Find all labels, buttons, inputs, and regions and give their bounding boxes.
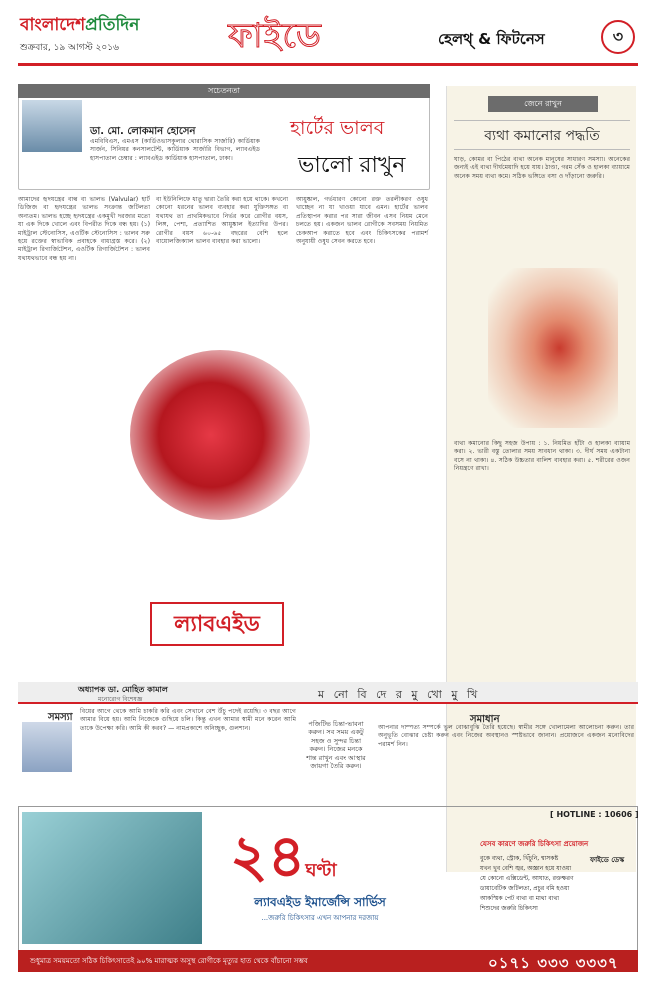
psychiatrist-photo [22, 722, 72, 772]
sidebar-intro: ঘাড়, কোমর বা পিঠের ব্যথা অনেক মানুষের সাধারণ সমস্যা। অনেকের জন্যই এই ব্যথা দীর্ঘমেয়াদি হয়ে যায়। ঠাণ্ডা, গরম সেঁক ও হালকা ব্যায়ামে অনেক সময় ব্যথা কমে। সঠিক ভঙ্গিতে বসা ও দাঁড়ানো জরুরি। [454, 156, 630, 180]
advice-box: পজিটিভ চিন্তা-ভাবনা করুন। সব সময় একটু সহজ ও সুন্দর চিন্তা করুন। নিজের মনকে শান্ত রাখুন এবং আস্থার জায়গা তৈরি করুন। [306, 720, 366, 771]
back-pain-photo [488, 268, 618, 428]
ad-list-item: ডায়াবেটিক জটিলতা, প্রচুর বমি হওয়া [480, 885, 570, 892]
ad-photo [22, 812, 202, 944]
ad-list-title: যেসব কারণে জরুরি চিকিৎসা প্রয়োজন [480, 840, 589, 848]
feature-title: ফাইডে [228, 16, 323, 56]
article-tag: সচেতনতা [18, 84, 430, 98]
heart-illustration [130, 350, 310, 520]
ad-bottom-bar [18, 950, 638, 972]
sidebar [446, 86, 636, 872]
answer-label: সমাধান [470, 714, 500, 725]
masthead [18, 8, 638, 66]
article-column-2-top: বা ইউনিলিফে ধাতু দ্বারা তৈরি করা হয়ে থাকে। কখনো কোনো ধরনের ভালব ব্যবহার করা যুক্তিসঙ্গত বা যথাযথ তা প্রাথমিকভাবে নির্ভর করে রোগীর বয়স, লিঙ্গ, পেশা, প্রত্যাশিত আয়ুষ্কাল ইত্যাদির উপর। রোগীর বয়স ৬০-৬৫ বছরের বেশি হলে বায়োলজিক্যাল ভালব ব্যবহার করা ভালো। [156, 196, 288, 246]
article-column-3: আয়ুষ্কাল, গর্ভধারণ কোনো রক্ত তরলীকরণ ওষুধ খাচ্ছেন না যা খাওয়া যাবে এমন। হার্টের ভালব প্রতিস্থাপন করার পর সারা জীবন এসব নিয়ম মেনে চলতে হয়। একজন ভালব রোগীকে সবসময় নিয়মিত চেকআপ করাতে হবে এবং চিকিৎসকের পরামর্শ অনুযায়ী ওষুধ সেবন করতে হবে। [296, 196, 428, 246]
ad-hotline: [ HOTLINE : 10606 ] [550, 810, 639, 819]
ad-service: ল্যাবএইড ইমার্জেন্সি সার্ভিস [254, 895, 386, 909]
question-label: সমস্যা [48, 712, 73, 723]
ad-phone: ০১৭১ ৩৩৩ ৩৩৩৭ [488, 954, 619, 972]
ad-list-item: যখন খুব বেশি জ্বর, অজ্ঞান হয়ে যাওয়া [480, 865, 572, 872]
ad-list-item: শিশুদের জরুরি চিকিৎসা [480, 905, 538, 912]
sidebar-credit: ফাইডে ডেস্ক [590, 856, 625, 864]
answer-text: আপনার দাম্পত্য সম্পর্কে ভুল বোঝাবুঝি তৈরি হয়েছে। স্বামীর সঙ্গে খোলামেলা আলোচনা করুন। তার অনুভূতি বোঝার চেষ্টা করুন এবং নিজের অবস্থানও স্পষ্টভাবে জানান। প্রয়োজনে একজন মনোবিদের পরামর্শ নিন। [378, 724, 634, 748]
article-column-1: আমাদের হৃদযন্ত্রের বাল্ব বা ভালভ (Valvular) হার্ট ডিজিজ বা হৃদযন্ত্রের ভালভ সংক্রান্ত জটিলতা অন্যতম। ভালভ হচ্ছে হৃদযন্ত্রের একমুখী দরজার মতো যা এক দিকে খোলে এবং বিপরীত দিকে বন্ধ হয়। (১) মাইট্রাল স্টেনোসিস, এওর্টিক স্টেনোসিস : ভালব সরু হয়ে রক্তের স্বাভাবিক প্রবাহকে বাধাগ্রস্ত করে। (২) মাইট্রাল রিগার্জিটেশন, এওর্টিক রিগার্জিটেশন : ভালব যথাযথভাবে বন্ধ হয় না। [18, 196, 150, 262]
psych-byline: অধ্যাপক ডা. মোহিত কামাল [78, 685, 168, 694]
author-photo [22, 100, 82, 152]
psych-header [18, 682, 638, 704]
ad-list-item: যে কোনো এক্সিডেন্ট, আঘাত, রক্তক্ষরণ [480, 875, 574, 882]
ad-24: ২৪ঘণ্টা [230, 822, 337, 890]
ad-list-item: আকস্মিক পেট ব্যথা বা মাথা ব্যথা [480, 895, 560, 902]
psych-title: ম নো বি দে র মু খো মু খি [318, 688, 481, 701]
sidebar-tag: জেনে রাখুন [488, 96, 598, 112]
issue-date: শুক্রবার, ১৯ আগস্ট ২০১৬ [20, 43, 119, 53]
author-name: ডা. মো. লোকমান হোসেন [90, 126, 196, 137]
ad-tagline: ...জরুরি চিকিৎসার এখন আপনার দরজায় [261, 914, 379, 922]
ad-list-item: বুকে ব্যথা, স্ট্রোক, খিঁচুনি, শ্বাসকষ্ট [480, 855, 559, 862]
ad-bottom-text: শুধুমাত্র সময়মতো সঠিক চিকিৎসাতেই ৯০% মারাত্মক অসুস্থ রোগীকে মৃত্যুর হাত থেকে বাঁচানো সম্ভব [30, 957, 308, 965]
paper-logo: বাংলাদেশপ্রতিদিন [20, 15, 140, 35]
labaid-logo: ল্যাবএইড [150, 602, 284, 646]
page-number: ৩ [601, 20, 635, 54]
sidebar-title: ব্যথা কমানোর পদ্ধতি [454, 120, 630, 150]
psych-byline-role: মনোরোগ বিশেষজ্ঞ [98, 696, 143, 703]
author-credentials: এমবিবিএস, এমএস (কার্ডিওভাসকুলার থোরাসিক সার্জারি) কার্ডিয়াক সার্জন, সিনিয়র কনসালটেন্ট, কার্ডিয়াক সার্জারি বিভাগ, ল্যাবএইড হাসপাতাল চেম্বার : ল্যাবএইড কার্ডিয়াক হাসপাতাল, ঢাকা। [90, 138, 260, 162]
question-text: বিয়ের আগে থেকে আমি চাকরি করি এবং সেখানে বেশ উঁচু পদেই রয়েছি। ৩ বছর আগে আমার বিয়ে হয়। আমি নিজেকে গুছিয়ে চলি। কিন্তু এখন আমার স্বামী মনে করেন আমি তাকে উপেক্ষা করি। আমি কী করব? — নামপ্রকাশে অনিচ্ছুক, গুলশান। [80, 708, 296, 732]
headline-line2: ভালো রাখুন [298, 153, 406, 178]
ad-list [480, 838, 634, 914]
sidebar-tips: ব্যথা কমানোর কিছু সহজ উপায় : ১. নিয়মিত হাঁটা ও হালকা ব্যায়াম করা। ২. ভারী বস্তু তোলার সময় সাবধান থাকা। ৩. দীর্ঘ সময় একটানা বসে না থাকা। ৪. সঠিক উচ্চতার বালিশ ব্যবহার করা। ৫. শরীরের ওজন নিয়ন্ত্রণে রাখা। [454, 440, 630, 473]
section-name: হেলথ্ & ফিটনেস [438, 30, 545, 48]
headline-line1: হার্টের ভালব [290, 117, 385, 139]
